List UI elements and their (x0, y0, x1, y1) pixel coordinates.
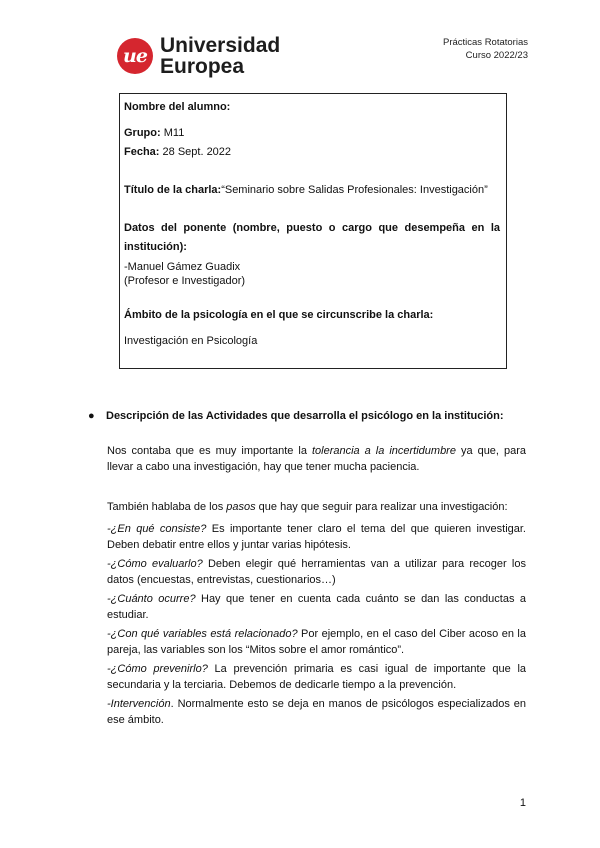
header-curso: Curso 2022/23 (465, 50, 528, 61)
datos-label-line-2: institución): (124, 241, 187, 253)
paragraph-como-prevenirlo: -¿Cómo prevenirlo? La prevención primaria es casi igual de importante que la secundaria y la terciaria. Debemos de dedicarle tiempo a la prevención. (107, 663, 527, 691)
datos-label-line-1: Datos del ponente (nombre, puesto o cargo que desempeña en la (124, 222, 500, 234)
logo-text (160, 35, 280, 77)
paragraph-intervencion: -Intervención. Normalmente esto se deja en manos de psicólogos especializados en ese ámbito. (107, 698, 526, 726)
nombre-label: Nombre del alumno: (124, 101, 231, 113)
fecha-row (124, 146, 500, 158)
paragraph-tolerancia: Nos contaba que es muy importante la tolerancia a la incertidumbre ya que, para llevar a cabo una investigación, hay que tener mucha paciencia. (107, 445, 526, 473)
fecha-label: Fecha: (124, 146, 160, 158)
section-heading (88, 410, 504, 422)
grupo-label: Grupo: (124, 127, 161, 139)
nombre-row (124, 101, 500, 113)
paragraph-como-evaluarlo: -¿Cómo evaluarlo? Deben elegir qué herramientas van a utilizar para recoger los datos (encuestas, entrevistas, cuestionarios…) (107, 558, 526, 586)
page-number: 1 (519, 797, 526, 809)
titulo-row (124, 184, 500, 196)
paragraph-cuanto-ocurre: -¿Cuánto ocurre? Hay que tener en cuenta cada cuánto se dan las conductas a estudiar. (107, 593, 526, 621)
ambito-row (124, 309, 500, 321)
paragraph-variables: -¿Con qué variables está relacionado? Por ejemplo, en el caso del Ciber acoso en la pareja, las variables son los “Mitos sobre el amor romántico”. (107, 628, 526, 656)
grupo-value: M11 (163, 127, 185, 139)
ponente-name: -Manuel Gámez Guadix (124, 261, 241, 273)
bullet-icon: ● (88, 410, 95, 422)
logo-line-2: Europea (160, 55, 245, 78)
logo-mark-icon: ue (117, 38, 153, 74)
section-heading-text: Descripción de las Actividades que desarrolla el psicólogo en la institución: (106, 410, 504, 422)
fecha-value: 28 Sept. 2022 (162, 146, 232, 158)
grupo-row (124, 127, 500, 139)
paragraph-en-que-consiste: -¿En qué consiste? Es importante tener claro el tema del que quieren investigar. Deben debatir entre ellos y juntar varias hipótesis. (107, 523, 526, 551)
ambito-value: Investigación en Psicología (124, 335, 258, 347)
paragraph-pasos: También hablaba de los pasos que hay que seguir para realizar una investigación: (107, 501, 508, 513)
ponente-role: (Profesor e Investigador) (124, 275, 246, 287)
titulo-value: “Seminario sobre Salidas Profesionales: Investigación” (221, 184, 488, 196)
ambito-label: Ámbito de la psicología en el que se circunscribe la charla: (124, 309, 434, 321)
student-info-box (119, 93, 507, 369)
header-course-info (443, 36, 528, 62)
university-logo (117, 35, 280, 77)
titulo-label: Título de la charla: (124, 184, 222, 196)
logo-line-1: Universidad (160, 34, 281, 57)
header-practicas: Prácticas Rotatorias (442, 37, 528, 48)
